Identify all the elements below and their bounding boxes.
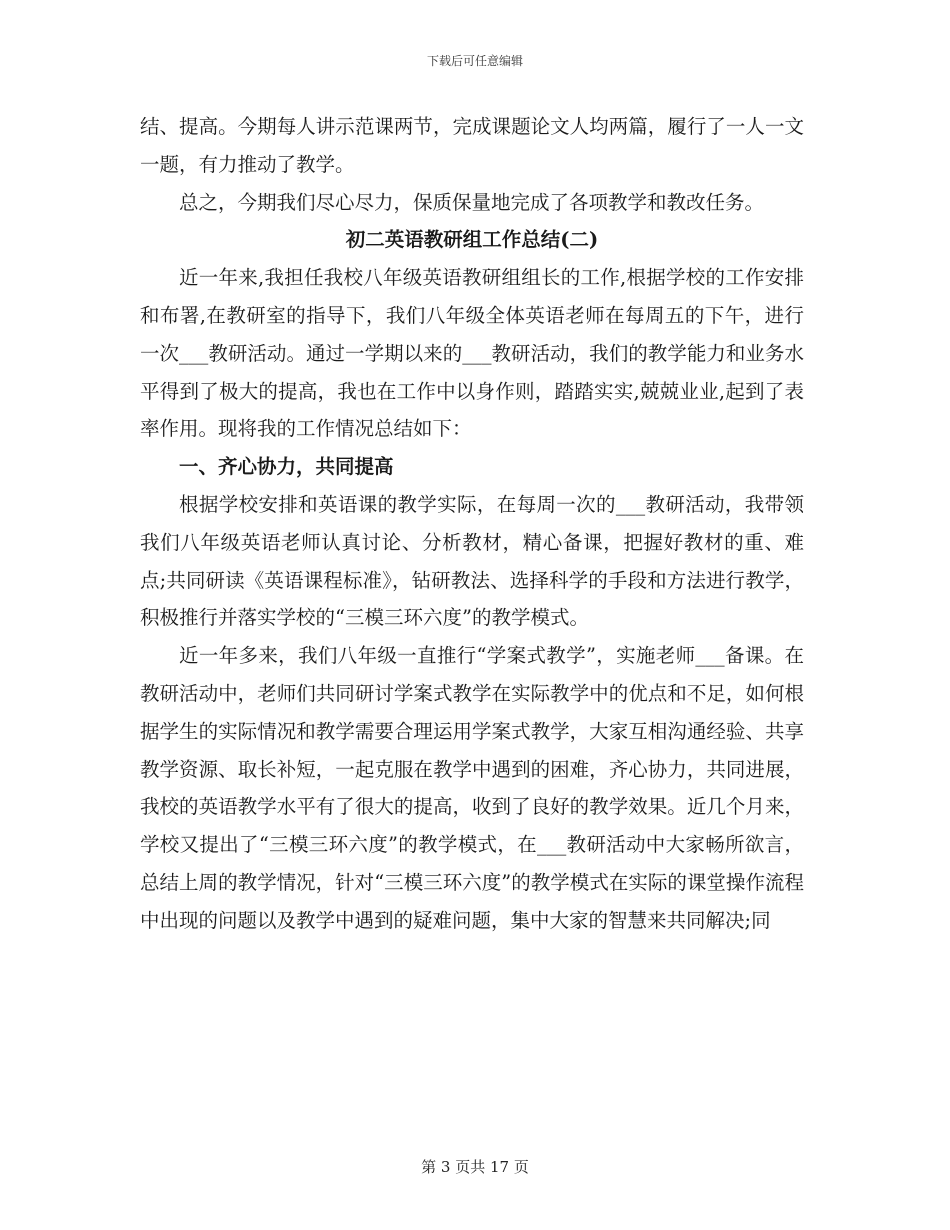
paragraph-conclusion: 总之，今期我们尽心尽力，保质保量地完成了各项教学和教改任务。 <box>179 190 765 214</box>
page-number: 第 3 页共 17 页 <box>421 1158 529 1176</box>
document-body <box>140 108 804 940</box>
page-header-note: 下载后可任意编辑 <box>426 54 523 68</box>
paragraph-body-1: 根据学校安排和英语课的教学实际，在每周一次的___教研活动，我带领我们八年级英语老师认真讨论、分析教材，精心备课，把握好教材的重、难点;共同研读《英语课程标准》，钻研教法、选择科学的手段和方法进行教学，积极推行并落实学校的“三模三环六度”的教学模式。 <box>140 492 804 630</box>
section-title: 初二英语教研组工作总结(二) <box>345 228 599 252</box>
paragraph-continuation: 结、提高。今期每人讲示范课两节，完成课题论文人均两篇，履行了一人一文一题，有力推动了教学。 <box>140 115 804 176</box>
paragraph-body-2: 近一年多来，我们八年级一直推行“学案式教学”，实施老师___备课。在教研活动中，老师们共同研讨学案式教学在实际教学中的优点和不足，如何根据学生的实际情况和教学需要合理运用学案式教学，大家互相沟通经验、共享教学资源、取长补短，一起克服在教学中遇到的困难，齐心协力，共同进展，我校的英语教学水平有了很大的提高，收到了良好的教学效果。近几个月来，学校又提出了“三模三环六度”的教学模式，在___教研活动中大家畅所欲言，总结上周的教学情况，针对“三模三环六度”的教学模式在实际的课堂操作流程中出现的问题以及教学中遇到的疑难问题，集中大家的智慧来共同解决;同 <box>140 644 804 932</box>
paragraph-intro: 近一年来,我担任我校八年级英语教研组组长的工作,根据学校的工作安排和布署,在教研室的指导下，我们八年级全体英语老师在每周五的下午，进行一次___教研活动。通过一学期以来的___教研活动，我们的教学能力和业务水平得到了极大的提高，我也在工作中以身作则，踏踏实实,兢兢业业,起到了表率作用。现将我的工作情况总结如下： <box>140 266 804 441</box>
section-heading-1: 一、齐心协力，共同提高 <box>179 455 394 479</box>
